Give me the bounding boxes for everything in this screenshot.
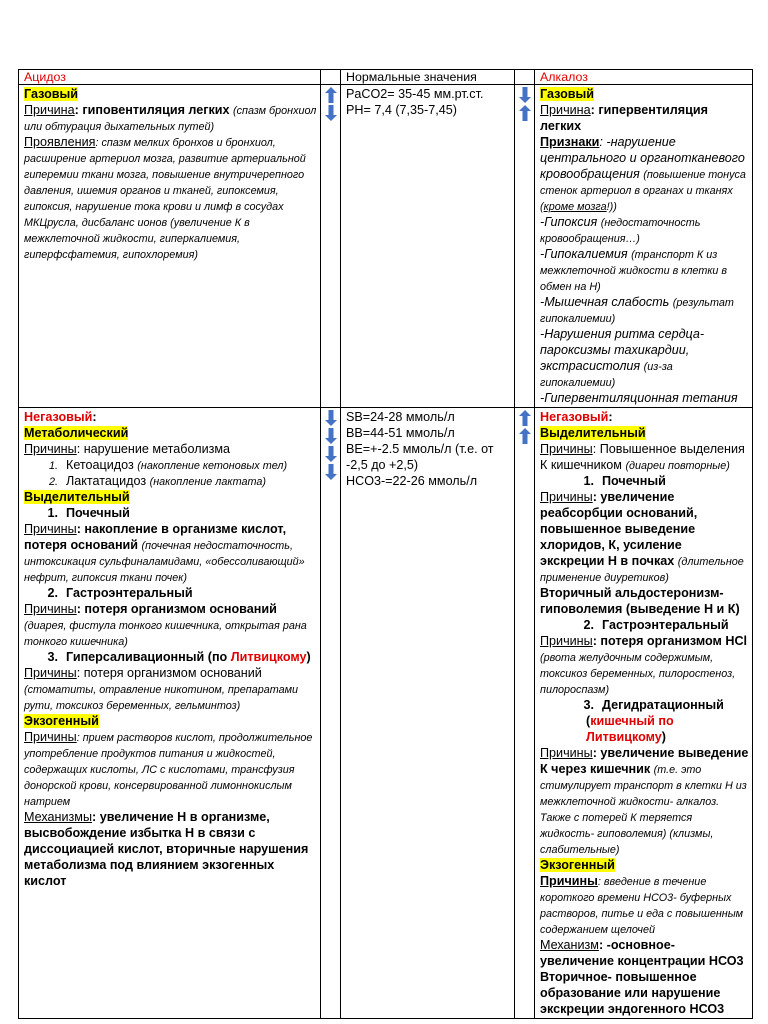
gas-acidosis-cell: [19, 85, 321, 408]
hco3-value: HCO3-=22-26 ммоль/л: [346, 474, 478, 488]
paco2-value: PaCO2= 35-45 мм.рт.ст.: [346, 87, 484, 101]
cause-label: Причины: [24, 666, 77, 680]
colon: :: [608, 410, 613, 424]
cause-label: Причины: [24, 730, 77, 744]
weakness: -Мышечная слабость: [540, 295, 670, 309]
arrow-down-icon: [325, 428, 337, 444]
cause-note: (диарея, фистула тонкого кишечника, открытая рана тонкого кишечника): [24, 620, 307, 648]
hypoxia: -Гипоксия: [540, 215, 598, 229]
hypoxia-note: (недостаточность кровообращения…): [540, 217, 701, 245]
gas-alkalosis-title: Газовый: [540, 87, 595, 101]
item-number: 2.: [583, 618, 594, 632]
exogenous-title: Экзогенный: [24, 714, 99, 728]
hypokalemia: -Гипокалиемия: [540, 247, 628, 261]
weakness-note: (результат гипокалиемии): [540, 297, 734, 325]
mechanism-label: Механизм: [540, 938, 599, 952]
gastro-title: Гастроэнтеральный: [66, 586, 193, 600]
cause-note: (диареи повторные): [625, 460, 730, 472]
mechanism-label: Механизмы: [24, 810, 92, 824]
excretory-title: Выделительный: [24, 490, 130, 504]
arrow-up-icon: [519, 428, 531, 444]
exogenous-title: Экзогенный: [540, 858, 615, 872]
header-alkalosis: Алкалоз: [535, 70, 753, 85]
cause-label: Причины: [540, 634, 593, 648]
cause-text: : потеря организмом оснований: [76, 602, 277, 616]
gas-acidosis-title: Газовый: [24, 87, 79, 101]
nongas-alkalosis-title: Негазовый: [540, 410, 609, 424]
nongas-arrows-left: [321, 408, 341, 1019]
arrow-up-icon: [519, 105, 531, 121]
arrow-down-icon: [519, 87, 531, 103]
cause-note: (спазм бронхиол или обтурация дыхательных путей): [24, 105, 317, 133]
nongas-acidosis-title: Негазовый: [24, 410, 93, 424]
be-value: BE=+-2.5 ммоль/л (т.е. от -2,5 до +2,5): [346, 442, 494, 472]
gas-normal-cell: [341, 85, 515, 408]
rhythm-note: (из-за гипокалиемии): [540, 361, 673, 389]
sb-value: SB=24-28 ммоль/л: [346, 410, 455, 424]
nongas-row: [19, 408, 753, 1019]
nongas-alkalosis-cell: [535, 408, 753, 1019]
cause-label: Причины: [24, 602, 77, 616]
secondary-mechanism: Вторичное- повышенное образование или нарушение экскреции эндогенного НСО3: [540, 970, 725, 1016]
signs-label: Признаки: [540, 135, 600, 149]
cause-text: : Повышенное выделения К кишечником: [540, 442, 745, 472]
ref-close: ): [661, 730, 666, 744]
gas-row: [19, 85, 753, 408]
tetany: -Гипервентиляционная тетания: [540, 391, 738, 405]
cause-text: : потеря организмом оснований: [76, 666, 262, 680]
ref-prefix: (по: [204, 650, 231, 664]
header-arrow-cell-2: [515, 70, 535, 85]
metabolic-title: Метаболический: [24, 426, 129, 440]
cause-label: Причины: [24, 442, 77, 456]
cause-note: (стоматиты, отравление никотином, препаратами рути, токсикоз беременных, гельминтоз): [24, 684, 299, 712]
cause-label: Причины: [540, 746, 593, 760]
item-number: 1.: [48, 460, 58, 472]
cause-text: : увеличение реабсорбции оснований, повышенное выведение хлоридов, К, усиление экскреции Н в почках: [540, 490, 698, 568]
arrow-down-icon: [325, 446, 337, 462]
ref-open: (: [586, 714, 591, 728]
bb-value: BB=44-51 ммоль/л: [346, 426, 455, 440]
cause-text: : гипервентиляция легких: [540, 103, 708, 133]
cause-note: (т.е. это стимулирует транспорт в клетки Н из межклеточной жидкости- алкалоз. Также с потерей К теряется жидкость- гиповолемия) (клизмы, слабительные): [540, 764, 747, 856]
manif-label: Проявления: [24, 135, 96, 149]
lactoacidosis-note: (накопление лактата): [149, 476, 266, 488]
item-number: 2.: [47, 586, 58, 600]
nongas-normal-cell: [341, 408, 515, 1019]
ketoacidosis: Кетоацидоз: [66, 458, 134, 472]
item-number: 3.: [47, 650, 58, 664]
header-row: [19, 70, 753, 85]
item-number: 2.: [48, 476, 58, 488]
arrow-up-icon: [519, 410, 531, 426]
arrow-down-icon: [325, 105, 337, 121]
cause-label: Причины: [540, 490, 593, 504]
ref-close: ): [306, 650, 311, 664]
cause-note: (почечная недостаточность, интоксикация сульфиналамидами, «обессоливающий» нефрит, гипоксия ткани почек): [24, 540, 305, 584]
arrow-up-icon: [325, 87, 337, 103]
cause-note: (длительное применение диуретиков): [540, 556, 744, 584]
item-number: 1.: [47, 506, 58, 520]
signs-note-end: !)): [606, 201, 617, 213]
header-arrow-cell-1: [321, 70, 341, 85]
header-normal: Нормальные значения: [341, 70, 515, 85]
ref-author: Литвицкому: [230, 650, 307, 664]
lactoacidosis: Лактатацидоз: [66, 474, 147, 488]
cause-text: : увеличение выведение К через кишечник: [540, 746, 749, 776]
cause-text: : накопление в организме кислот, потеря оснований: [24, 522, 287, 552]
signs-note: (повышение тонуса стенок артериол в органах и тканях (: [540, 169, 746, 213]
cause-text: : потеря организмом HCl: [592, 634, 748, 648]
hypokalemia-note: (транспорт К из межклеточной жидкости в клетки в обмен на Н): [540, 249, 728, 293]
cause-label: Причина: [540, 103, 591, 117]
renal-title: Почечный: [602, 474, 666, 488]
cause-text: : введение в течение короткого времени НСО3- буферных растворов, питье и еда с повышенным содержанием щелочей: [540, 876, 744, 936]
gastro-title: Гастроэнтеральный: [602, 618, 729, 632]
item-number: 1.: [583, 474, 594, 488]
dehydration-title: Дегидратационный: [602, 698, 724, 712]
cause-text: : нарушение метаболизма: [76, 442, 231, 456]
cause-text: : гиповентиляция легких: [74, 103, 230, 117]
mechanism-text: : -основное- увеличение концентрации НСО3: [540, 938, 744, 968]
cause-label: Причина: [24, 103, 75, 117]
cause-label: Причины: [540, 874, 598, 888]
cause-text: : прием растворов кислот, продолжительное употребление продуктов питания и жидкостей, содержащих кислоты, ЛС с кислотами, трансфузия донорской крови, консервированной лимоннокислым натрием: [24, 732, 313, 808]
aldosteronism: Вторичный альдостеронизм- гиповолемия (выведение Н и К): [540, 586, 740, 616]
hypersalivation-title: Гиперсаливационный: [66, 650, 205, 664]
header-acidosis: Ацидоз: [19, 70, 321, 85]
arrow-down-icon: [325, 464, 337, 480]
excretory-title: Выделительный: [540, 426, 646, 440]
renal-title: Почечный: [66, 506, 130, 520]
acid-base-table: [18, 69, 753, 1019]
cause-note: (рвота желудочным содержимым, токсикоз беременных, пилоростеноз, пилороспазм): [540, 652, 736, 696]
ref-author: кишечный по Литвицкому: [586, 714, 674, 744]
nongas-arrows-right: [515, 408, 535, 1019]
manif-text: : спазм мелких бронхов и бронхиол, расширение артериол мозга, развитие артериальной гиперемии ткани мозга, повышение внутричерепного давления, ишемия органов и тканей, гипоксемия, гипоксия, нарушение тока крови и лимф в сосудах МКЦрусла, дисбаланс ионов (увеличение К в межклеточной жидкости, гиперкалиемия, гиперфсфатемия, гипохлоремия): [24, 137, 306, 261]
gas-arrows-right: [515, 85, 535, 408]
nongas-acidosis-cell: [19, 408, 321, 1019]
gas-alkalosis-cell: [535, 85, 753, 408]
gas-arrows-left: [321, 85, 341, 408]
cause-label: Причины: [540, 442, 593, 456]
ketoacidosis-note: (накопление кетоновых тел): [137, 460, 288, 472]
rhythm: -Нарушения ритма сердца- пароксизмы тахикардии, экстрасистолия: [540, 327, 705, 373]
signs-note-underlined: кроме мозга: [543, 201, 607, 213]
item-number: 3.: [583, 698, 594, 712]
mechanism-text: : увеличение Н в организме, высвобождение избытка Н в связи с диссоциацией кислот, вторичные нарушения метаболизма под влиянием экзогенных кислот: [24, 810, 309, 888]
cause-label: Причины: [24, 522, 77, 536]
colon: :: [92, 410, 97, 424]
ph-value: PH= 7,4 (7,35-7,45): [346, 103, 457, 117]
arrow-down-icon: [325, 410, 337, 426]
signs-text: : -нарушение центрального и органотканевого кровообращения: [540, 135, 745, 181]
